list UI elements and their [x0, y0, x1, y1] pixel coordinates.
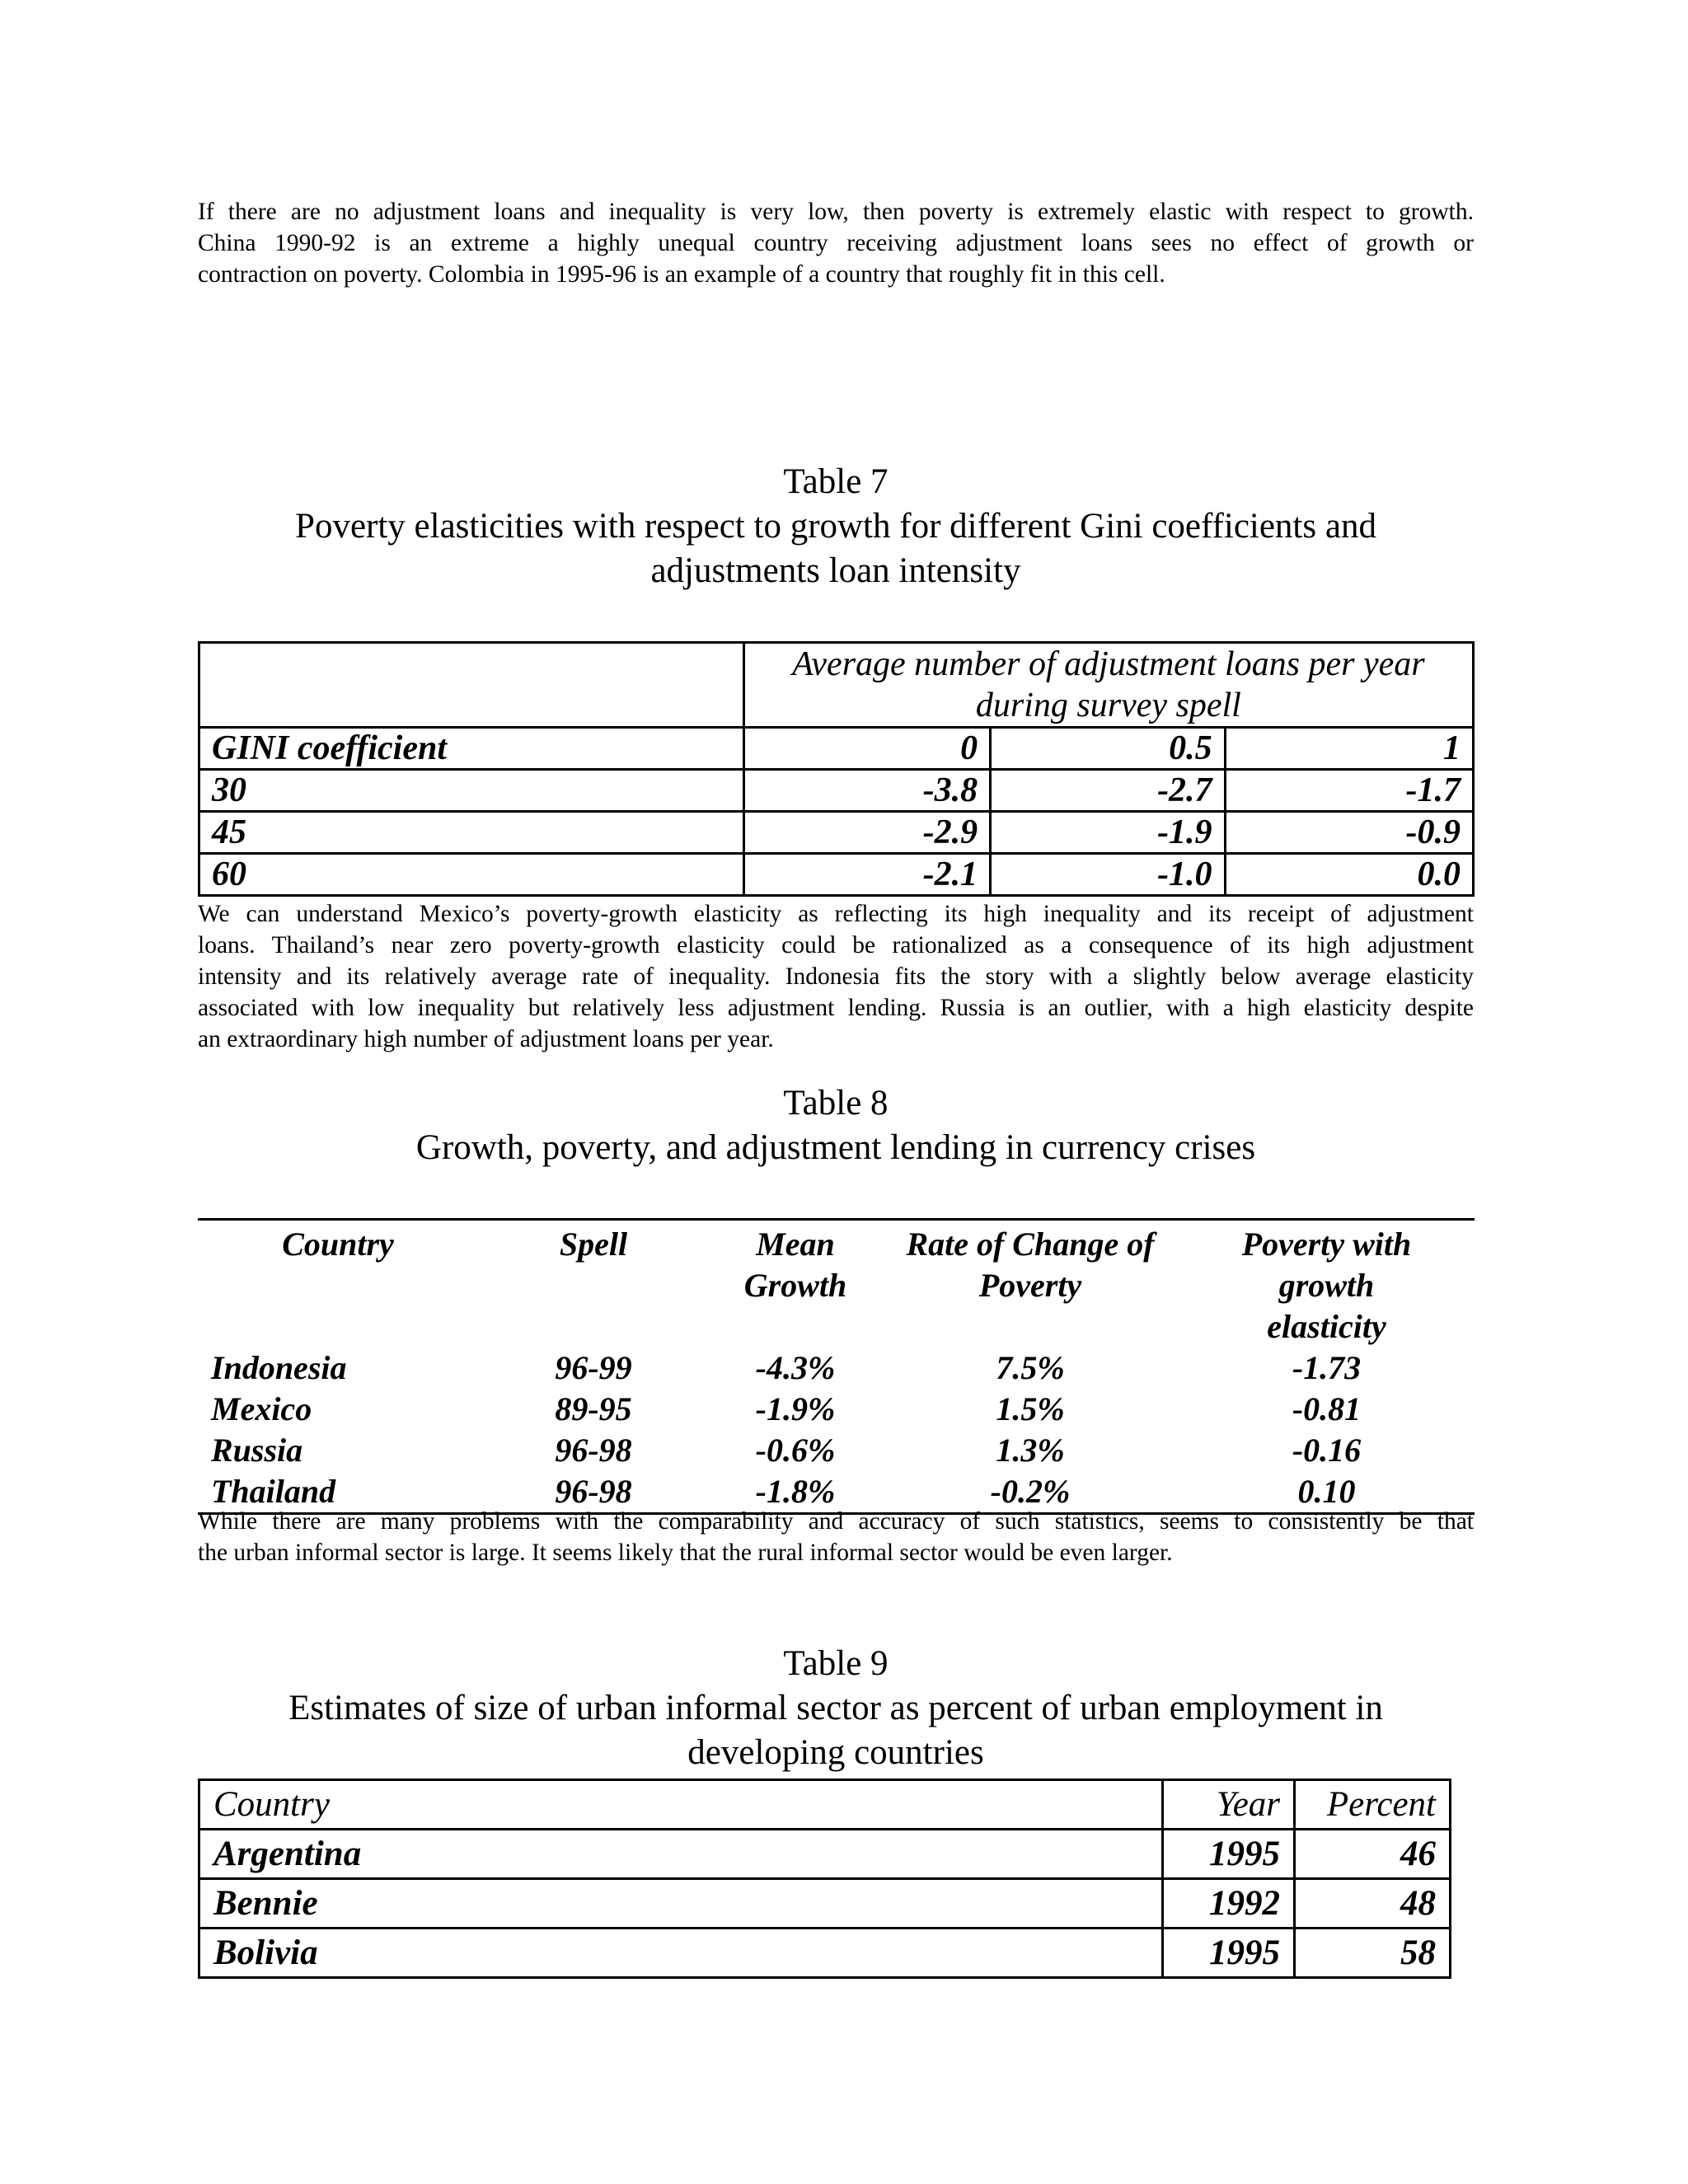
table-row	[199, 1929, 1451, 1978]
table7-col-header: 1	[1225, 728, 1473, 770]
table9-title-line: Estimates of size of urban informal sector as percent of urban employment in	[288, 1689, 1383, 1727]
table7-value-cell: -2.9	[743, 812, 990, 854]
table8-country-cell: Mexico	[211, 1390, 312, 1427]
table7-col-header: 0	[743, 728, 990, 770]
table9-cell: 48	[1295, 1879, 1451, 1929]
text-line: intensity and its relatively average rate of inequality. Indonesia fits the story with a slightly below average elasticity	[198, 963, 1474, 990]
table9-country-cell: Bennie	[199, 1879, 1163, 1929]
table8-cell: 89-95	[555, 1390, 632, 1427]
table8-col-header: Country	[282, 1226, 394, 1263]
table8-cell: 7.5%	[996, 1349, 1065, 1386]
intro-paragraph	[198, 196, 1474, 290]
text-line: the urban informal sector is large. It seems likely that the rural informal sector would be even larger.	[198, 1540, 1173, 1566]
table9-col-header: Year	[1163, 1780, 1295, 1830]
table8-cell: -1.9%	[755, 1390, 836, 1427]
table8-cell: 96-98	[555, 1432, 632, 1469]
informal-sector-paragraph	[198, 1506, 1474, 1568]
text-line: If there are no adjustment loans and inequality is very low, then poverty is extremely elastic with respect to growth.	[198, 199, 1474, 225]
table8-cell: -1.8%	[755, 1473, 836, 1510]
table8-country-cell: Russia	[211, 1432, 303, 1469]
table7-title-line: Poverty elasticities with respect to growth for different Gini coefficients and	[295, 507, 1376, 546]
table-row	[199, 770, 1474, 812]
table7-caption	[198, 460, 1474, 593]
table9-cell: 1995	[1163, 1830, 1295, 1879]
table8-title: Growth, poverty, and adjustment lending in currency crises	[415, 1128, 1256, 1167]
table7-col-header: 0.5	[991, 728, 1225, 770]
text-line: While there are many problems with the comparability and accuracy of such statistics, seems to consistently be that	[198, 1508, 1474, 1535]
table8-caption	[198, 1081, 1474, 1170]
text-line: loans. Thailand’s near zero poverty-growth elasticity could be rationalized as a consequence of its high adjustment	[198, 932, 1474, 958]
table9-cell: 1992	[1163, 1879, 1295, 1929]
table7-group-header: Average number of adjustment loans per year during survey spell	[743, 643, 1473, 728]
table-row	[199, 1830, 1451, 1879]
table9-caption	[198, 1642, 1474, 1775]
table7-label: Table 7	[783, 462, 889, 501]
text-line: We can understand Mexico’s poverty-growth elasticity as reflecting its high inequality and its receipt of adjustment	[198, 901, 1474, 927]
table-header-row	[198, 1221, 1475, 1347]
table8-cell: -0.16	[1292, 1432, 1362, 1469]
table7-gini-cell: 45	[199, 812, 744, 854]
table-header-row	[199, 1780, 1451, 1830]
table8-col-header: Rate of Change of Poverty	[906, 1226, 1155, 1304]
table-row	[199, 854, 1474, 896]
table8-col-header: Spell	[559, 1226, 628, 1263]
table7-value-cell: -1.7	[1225, 770, 1473, 812]
table7-value-cell: -1.0	[991, 854, 1225, 896]
table9-label: Table 9	[783, 1644, 889, 1683]
table9-country-cell: Bolivia	[199, 1929, 1163, 1978]
table-row	[198, 1347, 1475, 1389]
table7-value-cell: -2.1	[743, 854, 990, 896]
discussion-paragraph	[198, 898, 1474, 1055]
table7-value-cell: 0.0	[1225, 854, 1473, 896]
table8-cell: -4.3%	[755, 1349, 836, 1386]
table7	[198, 641, 1475, 897]
table8-cell: 96-99	[555, 1349, 632, 1386]
table8-col-header: Mean Growth	[743, 1226, 847, 1304]
table8-country-cell: Indonesia	[211, 1349, 347, 1386]
table9	[198, 1779, 1451, 1979]
text-line: China 1990-92 is an extreme a highly unequal country receiving adjustment loans sees no effect of growth or	[198, 230, 1474, 256]
table-row	[199, 643, 1474, 728]
table7-value-cell: -3.8	[743, 770, 990, 812]
table8-cell: -0.81	[1292, 1390, 1362, 1427]
table-row	[199, 728, 1474, 770]
table8-cell: 1.3%	[996, 1432, 1065, 1469]
table9-col-header: Country	[199, 1780, 1163, 1830]
table7-gini-cell: 30	[199, 770, 744, 812]
table-row	[199, 812, 1474, 854]
table9-cell: 58	[1295, 1929, 1451, 1978]
table8-cell: -0.2%	[990, 1473, 1071, 1510]
table7-gini-cell: 60	[199, 854, 744, 896]
table8-col-header: Poverty with growth elasticity	[1241, 1226, 1412, 1345]
table8-cell: 96-98	[555, 1473, 632, 1510]
text-line: associated with low inequality but relatively less adjustment lending. Russia is an outlier, with a high elasticity despite	[198, 995, 1474, 1021]
table8-country-cell: Thailand	[211, 1473, 336, 1510]
table-row	[198, 1389, 1475, 1430]
table9-country-cell: Argentina	[199, 1830, 1163, 1879]
table9-col-header: Percent	[1295, 1780, 1451, 1830]
table8-frame	[198, 1218, 1475, 1515]
table7-row-header: GINI coefficient	[199, 728, 744, 770]
table9-cell: 46	[1295, 1830, 1451, 1879]
table8-label: Table 8	[783, 1084, 889, 1122]
table8-cell: 0.10	[1297, 1473, 1356, 1510]
table7-title-line: adjustments loan intensity	[650, 551, 1021, 590]
table-row	[198, 1430, 1475, 1471]
table9-title-line: developing countries	[687, 1733, 984, 1772]
table8-cell: 1.5%	[996, 1390, 1065, 1427]
table7-corner-cell	[199, 643, 744, 728]
table9-cell: 1995	[1163, 1929, 1295, 1978]
table8-cell: -0.6%	[755, 1432, 836, 1469]
table7-value-cell: -2.7	[991, 770, 1225, 812]
table7-value-cell: -1.9	[991, 812, 1225, 854]
text-line: contraction on poverty. Colombia in 1995-96 is an example of a country that roughly fit in this cell.	[198, 261, 1165, 288]
table8-cell: -1.73	[1292, 1349, 1362, 1386]
text-line: an extraordinary high number of adjustment loans per year.	[198, 1026, 774, 1052]
table7-value-cell: -0.9	[1225, 812, 1473, 854]
table-row	[199, 1879, 1451, 1929]
table8	[198, 1221, 1475, 1512]
